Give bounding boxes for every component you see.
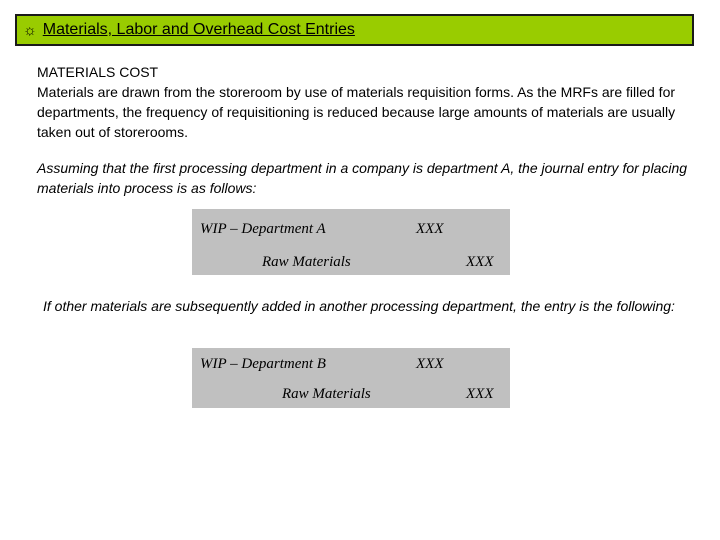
sun-icon: ☼	[23, 21, 37, 39]
debit-account: WIP – Department A	[200, 221, 326, 237]
credit-account: Raw Materials	[262, 254, 351, 270]
section-paragraph: Materials are drawn from the storeroom by use of materials requisition forms. As the MRFs are filled for departments, the frequency of requisitioning is reduced because large amounts of materials are usually taken out of storerooms.	[37, 84, 676, 140]
credit-account: Raw Materials	[282, 386, 371, 402]
debit-account: WIP – Department B	[200, 356, 326, 372]
intro-department-a: Assuming that the first processing department in a company is department A, the journal entry for placing materials into process is as follows:	[37, 160, 688, 196]
credit-amount: XXX	[466, 254, 494, 270]
slide-title-bar	[15, 14, 694, 46]
slide-title: Materials, Labor and Overhead Cost Entries	[42, 21, 355, 38]
journal-entry-b	[192, 348, 510, 408]
debit-amount: XXX	[416, 221, 444, 237]
debit-amount: XXX	[416, 356, 444, 372]
intro-department-b: If other materials are subsequently added in another processing department, the entry is the following:	[43, 298, 675, 314]
materials-cost-section	[37, 62, 697, 142]
journal-entry-a	[192, 209, 510, 275]
credit-amount: XXX	[466, 386, 494, 402]
section-heading: MATERIALS COST	[37, 64, 159, 80]
